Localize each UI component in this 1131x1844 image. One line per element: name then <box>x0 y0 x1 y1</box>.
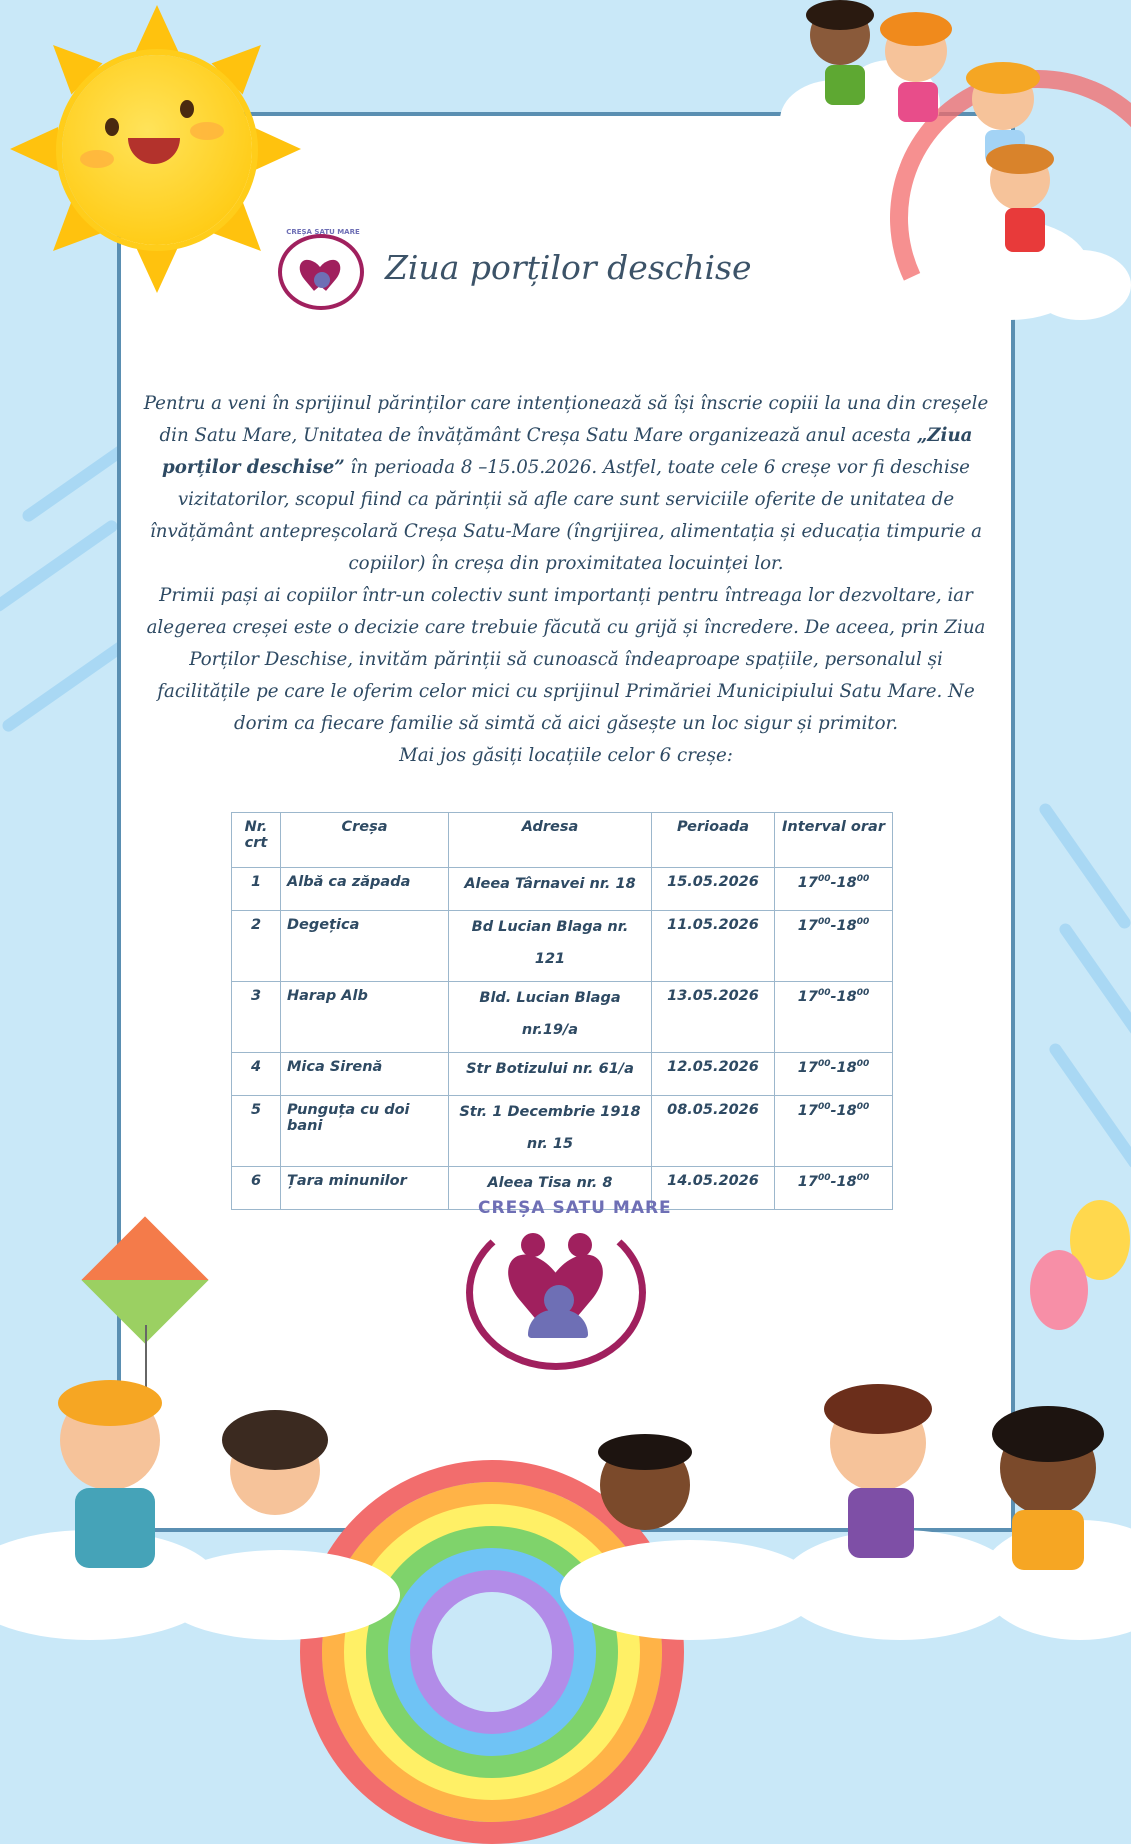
logo-large-text: CREȘA SATU MARE <box>478 1198 672 1218</box>
kite-illustration <box>90 1225 200 1395</box>
cell-date: 08.05.2026 <box>652 1096 775 1167</box>
paragraph-intro-b: în perioada 8 –15.05.2026. Astfel, toate cele 6 creșe vor fi deschise vizitatorilor, scopul fiind ca părinții să afle care sunt serviciile oferite de unitatea de învățământ antepreșcolară Creșa Satu-Mare (îngrijirea, alimentația și educația timpurie a copiilor) în creșa din proximitatea locuinței lor. <box>149 457 983 574</box>
cell-date: 12.05.2026 <box>652 1053 775 1096</box>
paragraph-intro <box>140 388 992 580</box>
table-row <box>232 982 893 1053</box>
creșa-logo-large <box>466 1195 651 1380</box>
cell-interval: $17^{00}-18^{00}$ <box>775 868 893 911</box>
cell-nr: 6 <box>232 1167 281 1210</box>
table-header-row <box>232 813 893 868</box>
paragraph-locations-intro: Mai jos găsiți locațiile celor 6 creșe: <box>399 745 733 766</box>
event-name-bold: „Ziua porților deschise” <box>162 425 973 478</box>
header-nr: Nr. crt <box>232 813 281 868</box>
page-title: Ziua porților deschise <box>385 248 752 287</box>
header-interval: Interval orar <box>775 813 893 868</box>
cell-nr: 1 <box>232 868 281 911</box>
bg-stripe <box>0 638 130 734</box>
cell-interval: $17^{00}-18^{00}$ <box>775 1053 893 1096</box>
bottom-kids-illustration <box>0 1380 1131 1600</box>
sun-illustration <box>0 0 300 300</box>
logo-small-text: CREȘA SATU MARE <box>286 228 360 236</box>
cell-name: Harap Alb <box>281 982 449 1053</box>
cell-name: Mica Sirenă <box>281 1053 449 1096</box>
cell-interval: $17^{00}-18^{00}$ <box>775 1096 893 1167</box>
header-address: Adresa <box>449 813 652 868</box>
cell-date: 13.05.2026 <box>652 982 775 1053</box>
bg-stripe <box>1037 801 1131 931</box>
cell-interval: $17^{00}-18^{00}$ <box>775 1167 893 1210</box>
locations-table <box>231 812 893 1210</box>
cell-interval: $17^{00}-18^{00}$ <box>775 911 893 982</box>
cell-address: Aleea Tisa nr. 8 <box>449 1167 652 1210</box>
cell-address: Str Botizului nr. 61/a <box>449 1053 652 1096</box>
cell-address: Aleea Târnavei nr. 18 <box>449 868 652 911</box>
cell-nr: 5 <box>232 1096 281 1167</box>
table-row <box>232 1053 893 1096</box>
kids-rainbow-illustration <box>780 0 1131 330</box>
cell-nr: 4 <box>232 1053 281 1096</box>
cell-address: Bld. Lucian Blaga nr.19/a <box>449 982 652 1053</box>
cell-address: Str. 1 Decembrie 1918 nr. 15 <box>449 1096 652 1167</box>
paragraph-intro-a: Pentru a veni în sprijinul părinților care intenționează să își înscrie copiii la una din creșele din Satu Mare, Unitatea de învățământ Creșa Satu Mare organizează anul acesta <box>143 393 989 446</box>
bg-stripe <box>1047 1041 1131 1171</box>
cell-date: 15.05.2026 <box>652 868 775 911</box>
bg-stripe <box>1057 921 1131 1051</box>
main-text <box>140 388 992 772</box>
cell-name: Degețica <box>281 911 449 982</box>
paragraph-second: Primii pași ai copiilor într-un colectiv sunt importanți pentru întreaga lor dezvoltare, iar alegerea creșei este o decizie care trebuie făcută cu grijă și încredere. De aceea, prin Ziua Porților Deschise, invităm părinții să cunoască îndeaproape spațiile, personalul și facilitățile pe care le oferim celor mici cu sprijinul Primăriei Municipiului Satu Mare. Ne dorim ca fiecare familie să simtă că aici găsește un loc sigur și primitor. <box>146 585 986 734</box>
cell-name: Țara minunilor <box>281 1167 449 1210</box>
table-row <box>232 911 893 982</box>
header-name: Creșa <box>281 813 449 868</box>
table-row <box>232 868 893 911</box>
cell-name: Albă ca zăpada <box>281 868 449 911</box>
creșa-logo-small <box>276 228 368 310</box>
cell-address: Bd Lucian Blaga nr. 121 <box>449 911 652 982</box>
table-row <box>232 1096 893 1167</box>
header-period: Perioada <box>652 813 775 868</box>
bg-stripe <box>0 518 120 614</box>
cell-date: 11.05.2026 <box>652 911 775 982</box>
cell-nr: 2 <box>232 911 281 982</box>
cell-date: 14.05.2026 <box>652 1167 775 1210</box>
balloons-illustration <box>1030 1200 1131 1360</box>
cell-nr: 3 <box>232 982 281 1053</box>
cell-interval: $17^{00}-18^{00}$ <box>775 982 893 1053</box>
cell-name: Punguța cu doi bani <box>281 1096 449 1167</box>
